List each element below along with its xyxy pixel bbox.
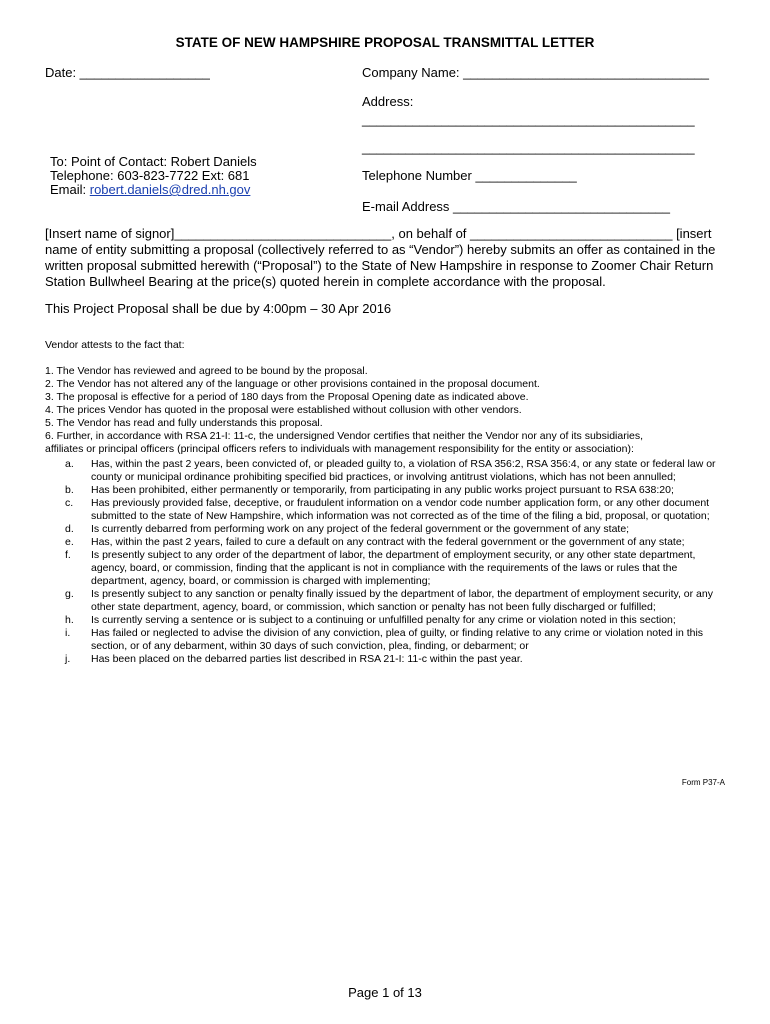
document-title: STATE OF NEW HAMPSHIRE PROPOSAL TRANSMITTAL LETTER	[175, 35, 595, 50]
sub-item-label: j.	[65, 653, 71, 665]
sub-item-label: a.	[65, 458, 74, 470]
offer-paragraph: [Insert name of signor]______________________________, on behalf of ____________________________ [insert name of entity submitting a proposal (collectively referred to as “Vendor”) hereby submits an offer as contained in the written proposal submitted herewith (“Proposal”) to the State of New Hampshire in response to Zoomer Chair Return Station Bullwheel Bearing at the price(s) quoted herein in complete accordance with the proposal.	[45, 226, 716, 289]
address-line-1[interactable]: ______________________________________________	[362, 112, 695, 127]
sub-item-text: Has failed or neglected to advise the division of any conviction, plea of guilty, or finding relative to any crime or violation noted in this section, or of any debarment, within 30 days of such conviction, plea, finding, or debarment; or	[91, 627, 704, 652]
contact-telephone: Telephone: 603-823-7722 Ext: 681	[50, 168, 250, 183]
attest-intro: Vendor attests to the fact that:	[45, 339, 185, 351]
list-item-continuation: affiliates or principal officers (principal officers refers to individuals with management responsibility for the entity or association):	[45, 443, 634, 455]
sub-item	[65, 627, 725, 653]
sub-item-text: Has, within the past 2 years, failed to cure a default on any contract with the federal government or the government of any state;	[91, 536, 685, 548]
contact-email-line	[50, 182, 250, 197]
sub-item-label: f.	[65, 549, 71, 561]
sub-item-label: e.	[65, 536, 74, 548]
sub-item-text: Has previously provided false, deceptive, or fraudulent information on a vendor code number application form, or any other document submitted to the state of New Hampshire, which information was not corrected as of the time of the filing a bid, proposal, or quotation;	[91, 497, 710, 522]
date-field[interactable]: Date: __________________	[45, 65, 210, 80]
sub-item	[65, 484, 725, 497]
sub-item	[65, 458, 725, 484]
sub-item-text: Has, within the past 2 years, been convicted of, or pleaded guilty to, a violation of RSA 356:2, RSA 356:4, or any state or federal law or county or municipal ordinance prohibiting specified bid practices, or involving antitrust violations, which has not been annulled;	[91, 458, 716, 483]
list-item: 1. The Vendor has reviewed and agreed to be bound by the proposal.	[45, 365, 368, 377]
sub-item-label: d.	[65, 523, 74, 535]
sub-item-label: g.	[65, 588, 74, 600]
list-item: 6. Further, in accordance with RSA 21-I: 11-c, the undersigned Vendor certifies that neither the Vendor nor any of its subsidiaries,	[45, 430, 644, 442]
point-of-contact: To: Point of Contact: Robert Daniels	[50, 154, 257, 169]
sub-item-text: Is presently subject to any order of the department of labor, the department of employment security, or any other state department, agency, board, or commission, finding that the applicant is not in compliance with the requirements of the laws or rules that the department, agency, board, or commission is charged with implementing;	[91, 549, 696, 587]
attestation-list	[45, 365, 735, 456]
sub-item	[65, 536, 725, 549]
form-id: Form P37-A	[681, 778, 725, 787]
sub-item-label: h.	[65, 614, 74, 626]
due-date-line: This Project Proposal shall be due by 4:00pm – 30 Apr 2016	[45, 301, 392, 316]
sub-item-text: Is presently subject to any sanction or penalty finally issued by the department of labor, the department of employment security, or any other state department, agency, board, or commission, which sanction or penalty has not been fully discharged or fulfilled;	[91, 588, 713, 613]
company-name-field[interactable]: Company Name: __________________________________	[362, 65, 709, 80]
sub-item	[65, 614, 725, 627]
sub-item-text: Is currently serving a sentence or is subject to a continuing or unfulfilled penalty for any crime or violation noted in this section;	[91, 614, 676, 626]
contact-email-label: Email:	[50, 182, 87, 197]
sub-item-text: Has been prohibited, either permanently or temporarily, from participating in any public works project pursuant to RSA 638:20;	[91, 484, 674, 496]
sub-item-label: i.	[65, 627, 71, 639]
list-item: 5. The Vendor has read and fully understands this proposal.	[45, 417, 323, 429]
list-item: 3. The proposal is effective for a period of 180 days from the Proposal Opening date as indicated above.	[45, 391, 529, 403]
address-label: Address:	[362, 94, 414, 109]
sub-item-list	[65, 458, 725, 666]
contact-email-link[interactable]: robert.daniels@dred.nh.gov	[89, 182, 251, 197]
sub-item	[65, 497, 725, 523]
page-number: Page 1 of 13	[348, 985, 422, 1000]
sub-item-label: b.	[65, 484, 74, 496]
address-line-2[interactable]: ______________________________________________	[362, 140, 695, 155]
list-item: 2. The Vendor has not altered any of the language or other provisions contained in the proposal document.	[45, 378, 540, 390]
sub-item	[65, 588, 725, 614]
telephone-number-field[interactable]: Telephone Number ______________	[362, 168, 577, 183]
sub-item-text: Has been placed on the debarred parties list described in RSA 21-I: 11-c within the past year.	[91, 653, 523, 665]
list-item: 4. The prices Vendor has quoted in the proposal were established without collusion with other vendors.	[45, 404, 522, 416]
sub-item-text: Is currently debarred from performing work on any project of the federal government or the government of any state;	[91, 523, 630, 535]
sub-item	[65, 523, 725, 536]
sub-item	[65, 653, 725, 666]
sub-item	[65, 549, 725, 588]
sub-item-label: c.	[65, 497, 74, 509]
email-address-field[interactable]: E-mail Address ______________________________	[362, 199, 670, 214]
